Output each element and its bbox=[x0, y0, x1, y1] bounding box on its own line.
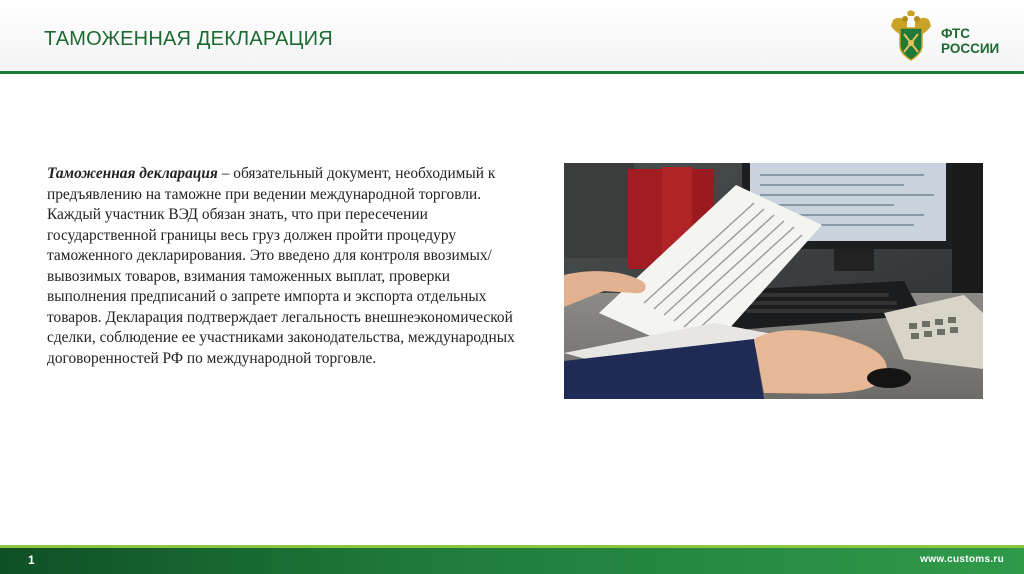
logo-line-1: ФТС bbox=[941, 26, 971, 41]
slide-footer bbox=[0, 548, 1024, 574]
page-number: 1 bbox=[28, 553, 35, 567]
paragraph-body: – обязательный документ, необходимый к предъявлению на таможне при ведении международной торговли. Каждый участник ВЭД обязан знать, что при пересечении государственной границы весь груз должен пройти процедуру таможенного декларирования. Это введено для контроля ввозимых/вывозимых товаров, взимания таможенных выплат, проверки выполнения предписаний о запрете импорта и экспорта отдельных товаров. Декларация подтверждает легальность внешнеэкономической сделки, соблюдение ее участниками законодательства, международных договоренностей РФ по международной торговле. bbox=[47, 165, 515, 367]
header-divider bbox=[0, 71, 1024, 74]
logo-text bbox=[941, 26, 999, 56]
eagle-emblem-icon bbox=[889, 10, 933, 62]
declaration-paragraph bbox=[47, 164, 527, 369]
fts-logo bbox=[889, 10, 1013, 62]
logo-line-2: РОССИИ bbox=[941, 41, 1000, 56]
paragraph-term: Таможенная декларация bbox=[47, 165, 218, 182]
declaration-photo bbox=[564, 163, 983, 399]
footer-website-link[interactable]: www.customs.ru bbox=[920, 554, 1004, 565]
slide-title: ТАМОЖЕННАЯ ДЕКЛАРАЦИЯ bbox=[44, 28, 333, 50]
declaration-photo-icon bbox=[564, 163, 983, 399]
